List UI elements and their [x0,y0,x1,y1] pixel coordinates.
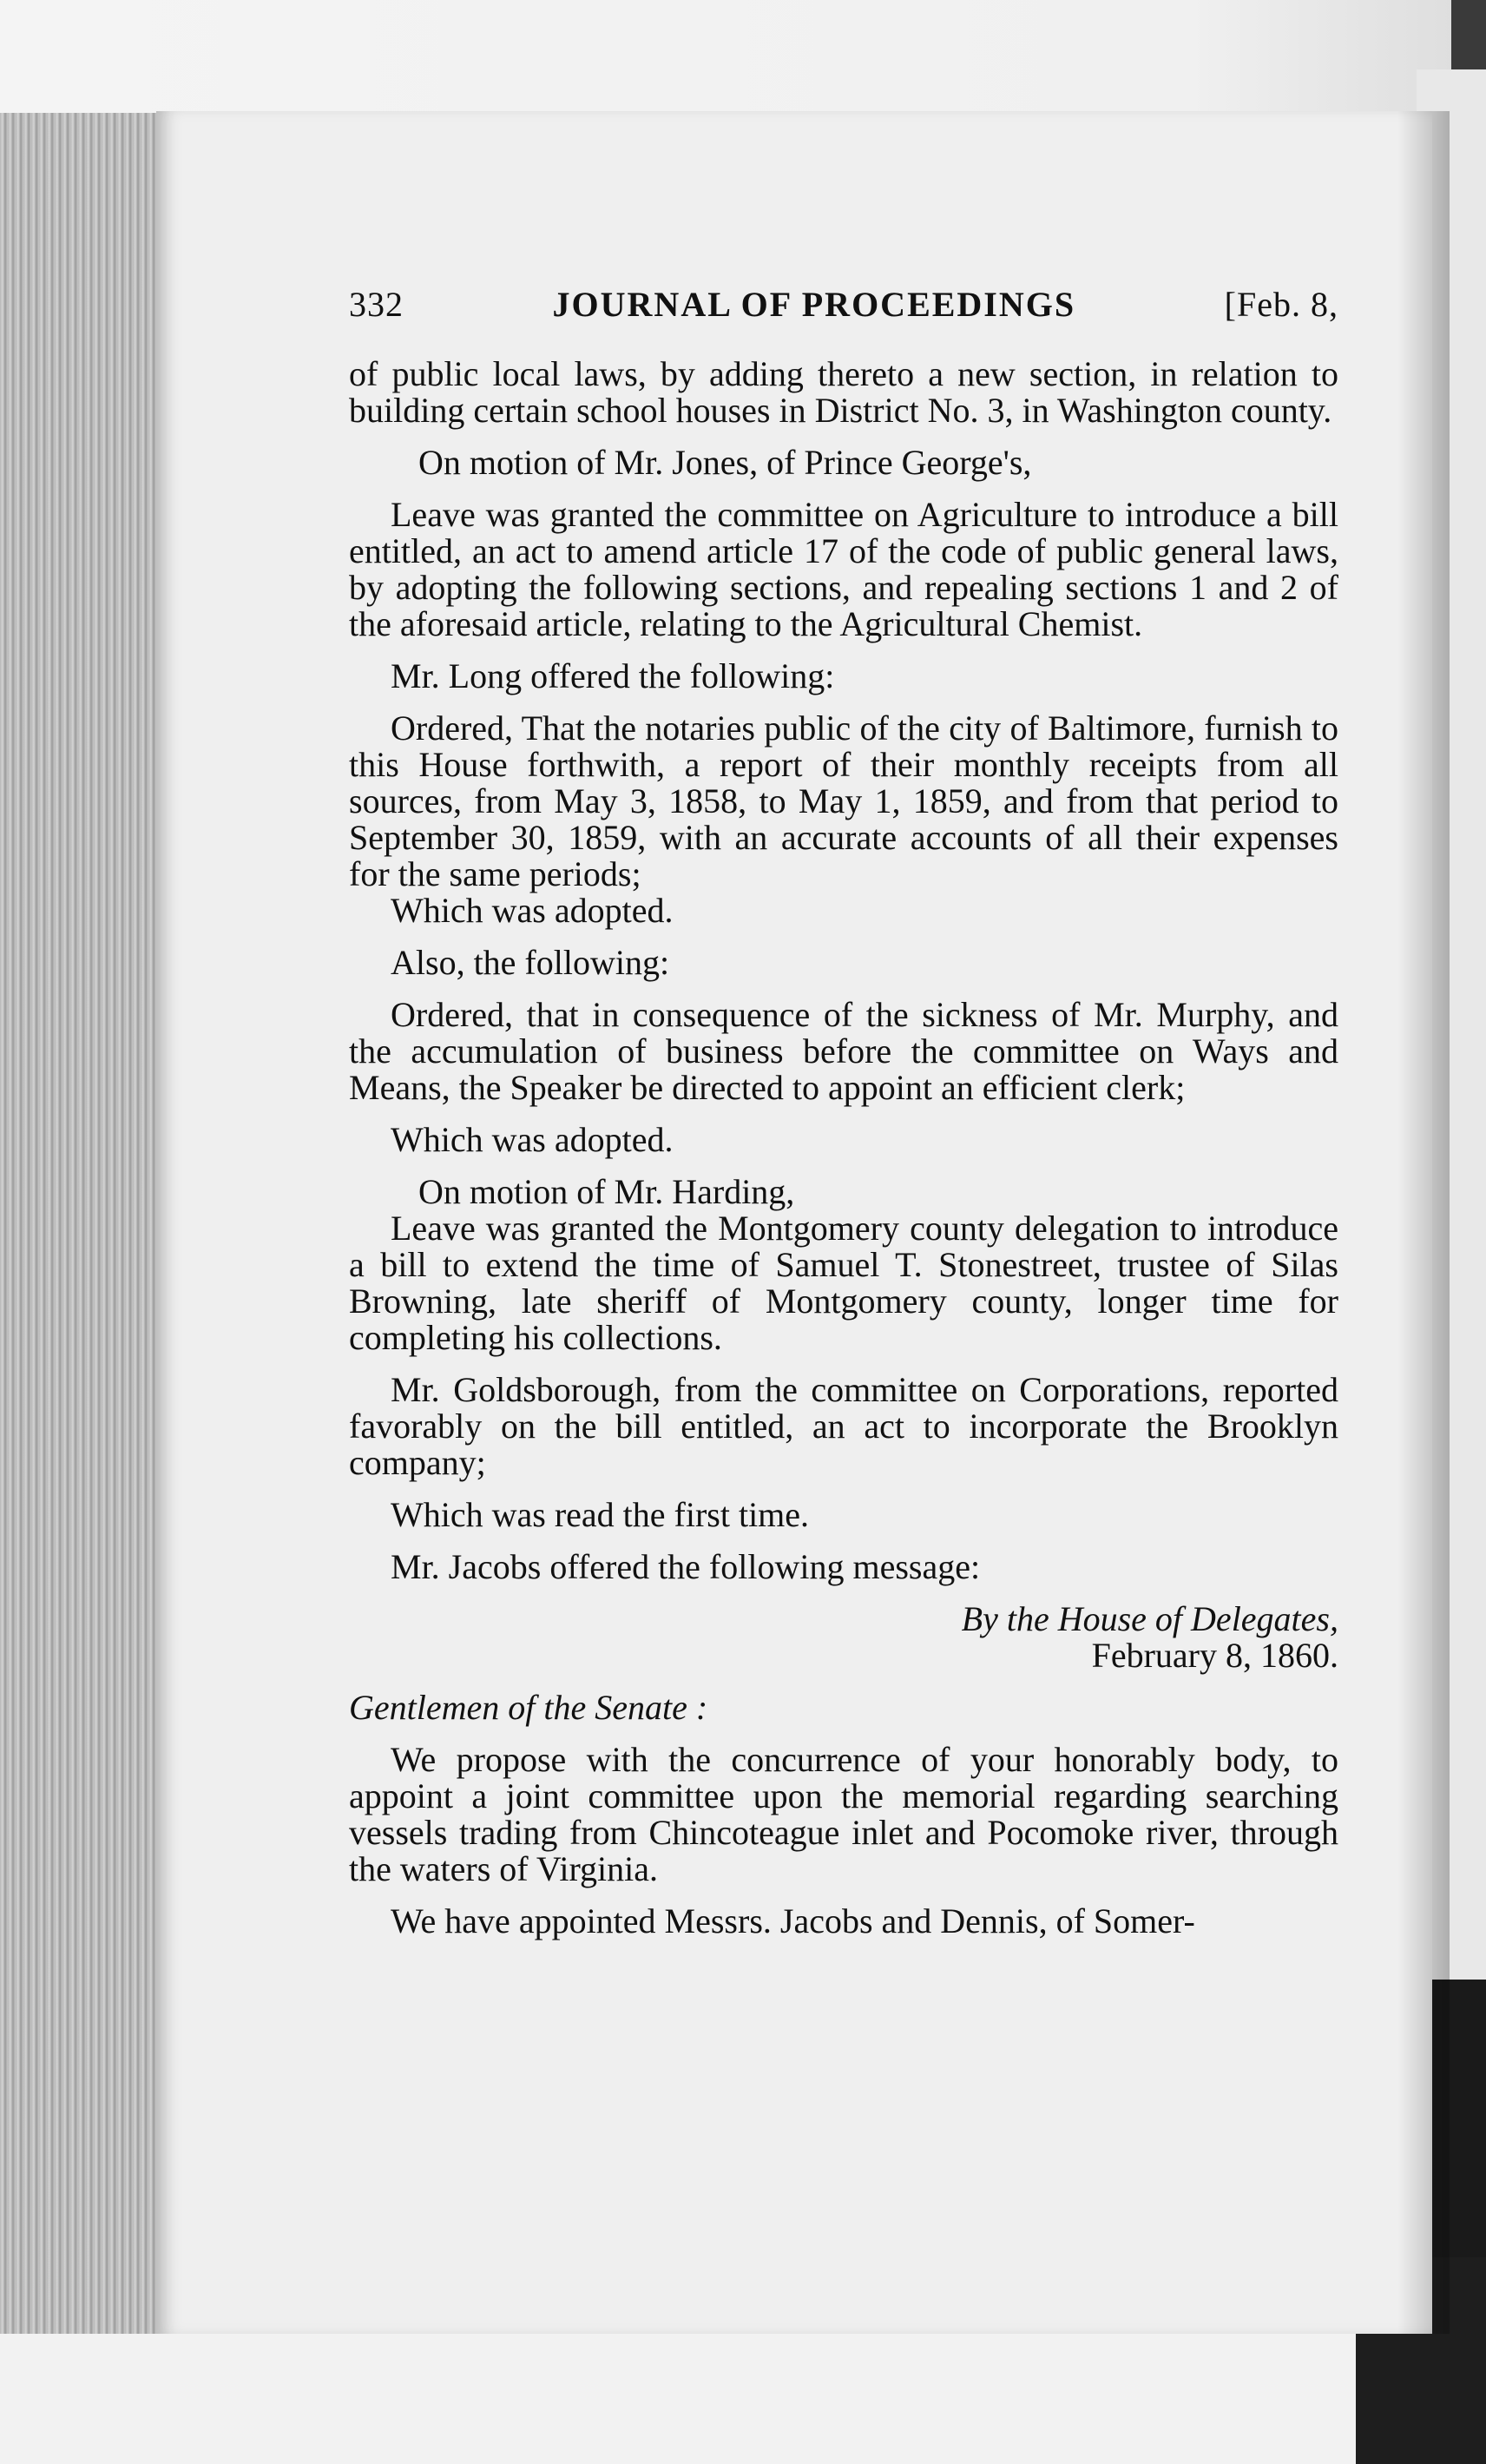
message-signature: By the House of Delegates, [961,1599,1338,1638]
message-salutation: Gentlemen of the Senate : [349,1688,708,1727]
paragraph: On motion of Mr. Jones, of Prince George's, [418,443,1032,482]
background-bottom [0,2334,1486,2464]
book-page-edges [0,113,165,2353]
page-gutter-shadow [1397,111,1450,2334]
paragraph: Leave was granted the committee on Agriculture to introduce a bill entitled, an act to amend article 17 of the code of public general laws, by adopting the following sections, and repealing sections 1 and 2 of the aforesaid article, relating to the Agricultural Chemist. [349,495,1338,643]
paragraph: Which was adopted. [391,1120,674,1159]
paragraph: Leave was granted the Montgomery county delegation to introduce a bill to extend the time of Samuel T. Stonestreet, trustee of Silas Browning, late sheriff of Montgomery county, longer time for completing his collections. [349,1209,1338,1357]
paragraph: Which was adopted. [391,891,674,930]
paragraph: On motion of Mr. Harding, [418,1172,795,1211]
paragraph: Mr. Long offered the following: [391,656,835,695]
paragraph: Also, the following: [391,943,670,982]
paragraph: Mr. Goldsborough, from the committee on Corporations, reported favorably on the bill entitled, an act to incorporate the Brooklyn company; [349,1370,1338,1482]
page-number: 332 [349,285,404,324]
paragraph: of public local laws, by adding thereto a new section, in relation to building certain school houses in District No. 3, in Washington county. [349,354,1338,430]
message-body: We propose with the concurrence of your honorably body, to appoint a joint committee upon the memorial regarding searching vessels trading from Chincoteague inlet and Pocomoke river, through the waters of Virginia. [349,1740,1338,1888]
background-top [0,0,1486,122]
header-date: [Feb. 8, [1224,285,1338,324]
paragraph: Ordered, That the notaries public of the city of Baltimore, furnish to this House forthwith, a report of their monthly receipts from all sources, from May 3, 1858, to May 1, 1859, and from that period to September 30, 1859, with an accurate accounts of all their expenses for the same periods; [349,708,1338,893]
journal-title: JOURNAL OF PROCEEDINGS [552,285,1076,324]
message-body: We have appointed Messrs. Jacobs and Dennis, of Somer- [391,1901,1195,1940]
page-text [349,287,1338,1940]
paragraph: Which was read the first time. [391,1495,810,1534]
running-header [349,287,1338,323]
paragraph: Ordered, that in consequence of the sickness of Mr. Murphy, and the accumulation of business before the committee on Ways and Means, the Speaker be directed to appoint an efficient clerk; [349,995,1338,1107]
message-date: February 8, 1860. [1091,1636,1338,1675]
paragraph: Mr. Jacobs offered the following message: [391,1547,981,1586]
